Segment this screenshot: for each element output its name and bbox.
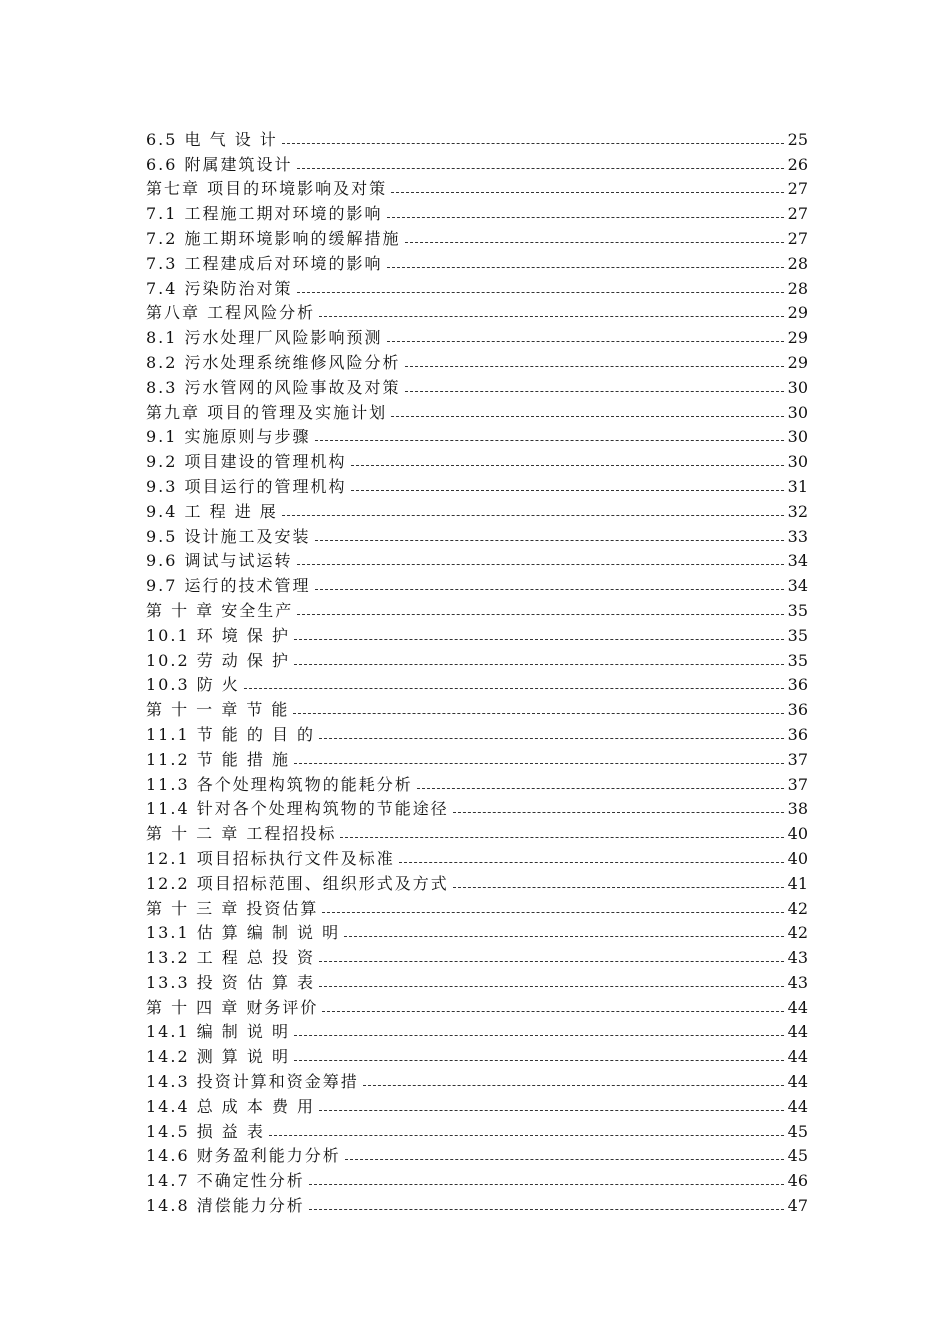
toc-entry[interactable] [146, 274, 808, 299]
toc-entry-page-number: 41 [787, 873, 808, 893]
toc-entry-title: 8.2 污水处理系统维修风险分析 [146, 352, 401, 372]
toc-leader-dashes [309, 1208, 784, 1210]
toc-entry-page-number: 36 [787, 700, 808, 720]
toc-entry[interactable] [146, 770, 808, 795]
toc-entry-page-number: 43 [787, 948, 808, 968]
toc-entry-page-number: 26 [787, 154, 808, 174]
toc-leader-dashes [319, 1109, 784, 1111]
toc-entry-page-number: 25 [787, 129, 808, 149]
toc-entry[interactable] [146, 819, 808, 844]
toc-entry-page-number: 44 [787, 1072, 808, 1092]
toc-entry-title: 11.3 各个处理构筑物的能耗分析 [146, 774, 413, 794]
toc-entry-page-number: 44 [787, 997, 808, 1017]
toc-entry[interactable] [146, 224, 808, 249]
toc-entry-page-number: 34 [787, 551, 808, 571]
toc-entry[interactable] [146, 472, 808, 497]
toc-leader-dashes [315, 539, 784, 541]
toc-entry-title: 6.5 电 气 设 计 [146, 129, 278, 149]
toc-entry[interactable] [146, 720, 808, 745]
toc-entry-page-number: 44 [787, 1096, 808, 1116]
toc-entry-page-number: 30 [787, 452, 808, 472]
toc-leader-dashes [294, 638, 784, 640]
toc-entry-title: 10.1 环 境 保 护 [146, 625, 290, 645]
toc-entry-title: 11.2 节 能 措 施 [146, 749, 290, 769]
toc-entry-title: 11.4 针对各个处理构筑物的节能途径 [146, 799, 449, 819]
toc-entry[interactable] [146, 1042, 808, 1067]
toc-entry-page-number: 44 [787, 1047, 808, 1067]
toc-entry-page-number: 35 [787, 625, 808, 645]
toc-entry-page-number: 40 [787, 848, 808, 868]
toc-leader-dashes [417, 787, 784, 789]
toc-entry[interactable] [146, 323, 808, 348]
toc-entry-title: 7.4 污染防治对策 [146, 278, 293, 298]
toc-entry-page-number: 32 [787, 501, 808, 521]
table-of-contents [146, 125, 808, 1216]
toc-entry-title: 14.6 财务盈利能力分析 [146, 1146, 341, 1166]
toc-leader-dashes [405, 365, 784, 367]
toc-entry-page-number: 47 [787, 1196, 808, 1216]
toc-entry-page-number: 30 [787, 427, 808, 447]
toc-leader-dashes [387, 266, 784, 268]
toc-entry-title: 14.5 损 益 表 [146, 1121, 265, 1141]
toc-entry-page-number: 31 [787, 476, 808, 496]
toc-entry-title: 8.1 污水处理厂风险影响预测 [146, 328, 383, 348]
toc-leader-dashes [391, 191, 784, 193]
toc-entry-page-number: 28 [787, 278, 808, 298]
toc-entry-page-number: 45 [787, 1121, 808, 1141]
toc-leader-dashes [319, 960, 784, 962]
toc-entry-page-number: 37 [787, 749, 808, 769]
toc-leader-dashes [351, 464, 784, 466]
toc-entry-title: 第 十 四 章 财务评价 [146, 997, 319, 1017]
toc-entry-title: 9.3 项目运行的管理机构 [146, 476, 347, 496]
toc-entry[interactable] [146, 745, 808, 770]
toc-entry-title: 9.7 运行的技术管理 [146, 576, 311, 596]
toc-entry[interactable] [146, 373, 808, 398]
toc-leader-dashes [269, 1134, 784, 1136]
toc-leader-dashes [294, 1059, 784, 1061]
toc-entry[interactable] [146, 199, 808, 224]
toc-entry[interactable] [146, 249, 808, 274]
toc-entry-page-number: 36 [787, 724, 808, 744]
toc-entry[interactable] [146, 1117, 808, 1142]
toc-entry-title: 第 十 二 章 工程招投标 [146, 824, 337, 844]
toc-leader-dashes [244, 687, 784, 689]
toc-entry[interactable] [146, 671, 808, 696]
toc-leader-dashes [363, 1084, 784, 1086]
toc-entry[interactable] [146, 968, 808, 993]
toc-entry[interactable] [146, 522, 808, 547]
toc-entry-title: 14.8 清偿能力分析 [146, 1196, 305, 1216]
toc-entry-title: 第 十 三 章 投资估算 [146, 898, 319, 918]
toc-entry-title: 7.1 工程施工期对环境的影响 [146, 204, 383, 224]
toc-entry-page-number: 29 [787, 352, 808, 372]
toc-entry[interactable] [146, 919, 808, 944]
toc-leader-dashes [293, 712, 784, 714]
toc-entry[interactable] [146, 943, 808, 968]
toc-leader-dashes [387, 340, 784, 342]
toc-leader-dashes [294, 663, 784, 665]
toc-entry[interactable] [146, 621, 808, 646]
toc-leader-dashes [391, 415, 784, 417]
toc-leader-dashes [282, 142, 784, 144]
toc-leader-dashes [282, 514, 784, 516]
toc-entry-page-number: 35 [787, 600, 808, 620]
toc-entry-title: 7.3 工程建成后对环境的影响 [146, 253, 383, 273]
toc-entry[interactable] [146, 150, 808, 175]
toc-entry-title: 9.5 设计施工及安装 [146, 526, 311, 546]
toc-entry[interactable] [146, 646, 808, 671]
toc-entry[interactable] [146, 993, 808, 1018]
toc-leader-dashes [319, 737, 784, 739]
toc-leader-dashes [297, 563, 784, 565]
toc-entry-page-number: 40 [787, 824, 808, 844]
toc-leader-dashes [297, 291, 784, 293]
toc-leader-dashes [315, 439, 784, 441]
toc-entry-page-number: 27 [787, 179, 808, 199]
toc-entry[interactable] [146, 1191, 808, 1216]
toc-entry[interactable] [146, 125, 808, 150]
toc-entry-title: 第九章 项目的管理及实施计划 [146, 402, 388, 422]
toc-entry-page-number: 27 [787, 228, 808, 248]
toc-entry-title: 第七章 项目的环境影响及对策 [146, 179, 388, 199]
toc-entry-page-number: 43 [787, 972, 808, 992]
toc-entry[interactable] [146, 1142, 808, 1167]
toc-entry[interactable] [146, 497, 808, 522]
toc-entry-title: 14.3 投资计算和资金筹措 [146, 1072, 359, 1092]
toc-entry-page-number: 46 [787, 1171, 808, 1191]
toc-entry-page-number: 27 [787, 204, 808, 224]
toc-entry[interactable] [146, 795, 808, 820]
toc-leader-dashes [297, 167, 784, 169]
toc-leader-dashes [319, 315, 784, 317]
toc-leader-dashes [297, 613, 784, 615]
toc-entry[interactable] [146, 844, 808, 869]
toc-entry-title: 10.3 防 火 [146, 675, 240, 695]
toc-entry-title: 第 十 章 安全生产 [146, 600, 294, 620]
toc-entry-title: 8.3 污水管网的风险事故及对策 [146, 377, 401, 397]
toc-entry-page-number: 28 [787, 253, 808, 273]
toc-entry-title: 14.1 编 制 说 明 [146, 1022, 290, 1042]
toc-entry[interactable] [146, 1166, 808, 1191]
toc-entry[interactable] [146, 299, 808, 324]
toc-entry-title: 13.3 投 资 估 算 表 [146, 972, 316, 992]
toc-entry-title: 13.2 工 程 总 投 资 [146, 948, 316, 968]
toc-entry-title: 13.1 估 算 编 制 说 明 [146, 923, 341, 943]
toc-entry-page-number: 45 [787, 1146, 808, 1166]
toc-leader-dashes [322, 1010, 784, 1012]
toc-entry[interactable] [146, 547, 808, 572]
toc-leader-dashes [319, 985, 784, 987]
toc-entry-page-number: 34 [787, 576, 808, 596]
toc-entry-title: 10.2 劳 动 保 护 [146, 650, 290, 670]
toc-entry-page-number: 37 [787, 774, 808, 794]
toc-leader-dashes [351, 489, 784, 491]
toc-entry[interactable] [146, 398, 808, 423]
toc-entry[interactable] [146, 423, 808, 448]
toc-leader-dashes [344, 935, 784, 937]
toc-entry-page-number: 29 [787, 328, 808, 348]
toc-leader-dashes [453, 811, 784, 813]
toc-leader-dashes [322, 911, 784, 913]
toc-entry-title: 12.2 项目招标范围、组织形式及方式 [146, 873, 449, 893]
toc-leader-dashes [405, 241, 784, 243]
toc-entry-title: 12.1 项目招标执行文件及标准 [146, 848, 395, 868]
toc-entry-page-number: 42 [787, 898, 808, 918]
toc-entry-title: 第八章 工程风险分析 [146, 303, 316, 323]
toc-entry-title: 14.7 不确定性分析 [146, 1171, 305, 1191]
toc-entry-page-number: 29 [787, 303, 808, 323]
toc-entry-page-number: 42 [787, 923, 808, 943]
toc-leader-dashes [294, 1034, 784, 1036]
toc-entry-page-number: 30 [787, 377, 808, 397]
toc-leader-dashes [309, 1183, 784, 1185]
toc-entry[interactable] [146, 447, 808, 472]
toc-entry[interactable] [146, 348, 808, 373]
toc-entry-title: 9.6 调试与试运转 [146, 551, 293, 571]
toc-entry[interactable] [146, 1018, 808, 1043]
toc-entry-title: 6.6 附属建筑设计 [146, 154, 293, 174]
toc-leader-dashes [345, 1158, 784, 1160]
toc-entry-title: 9.1 实施原则与步骤 [146, 427, 311, 447]
toc-entry-page-number: 44 [787, 1022, 808, 1042]
toc-entry-title: 9.4 工 程 进 展 [146, 501, 278, 521]
toc-entry-title: 7.2 施工期环境影响的缓解措施 [146, 228, 401, 248]
toc-entry[interactable] [146, 596, 808, 621]
toc-entry-title: 14.4 总 成 本 费 用 [146, 1096, 316, 1116]
toc-entry-page-number: 36 [787, 675, 808, 695]
toc-leader-dashes [340, 836, 784, 838]
toc-entry-title: 14.2 测 算 说 明 [146, 1047, 290, 1067]
toc-entry[interactable] [146, 894, 808, 919]
toc-leader-dashes [405, 390, 784, 392]
toc-entry[interactable] [146, 571, 808, 596]
toc-leader-dashes [399, 861, 784, 863]
toc-entry-title: 11.1 节 能 的 目 的 [146, 724, 316, 744]
toc-entry[interactable] [146, 175, 808, 200]
toc-entry[interactable] [146, 869, 808, 894]
toc-leader-dashes [387, 216, 784, 218]
toc-entry-title: 第 十 一 章 节 能 [146, 700, 290, 720]
toc-entry-page-number: 33 [787, 526, 808, 546]
toc-entry[interactable] [146, 695, 808, 720]
toc-leader-dashes [315, 588, 784, 590]
toc-entry[interactable] [146, 1067, 808, 1092]
toc-entry-page-number: 35 [787, 650, 808, 670]
toc-leader-dashes [453, 886, 784, 888]
toc-entry[interactable] [146, 1092, 808, 1117]
toc-entry-title: 9.2 项目建设的管理机构 [146, 452, 347, 472]
toc-entry-page-number: 30 [787, 402, 808, 422]
toc-entry-page-number: 38 [787, 799, 808, 819]
toc-leader-dashes [294, 762, 784, 764]
